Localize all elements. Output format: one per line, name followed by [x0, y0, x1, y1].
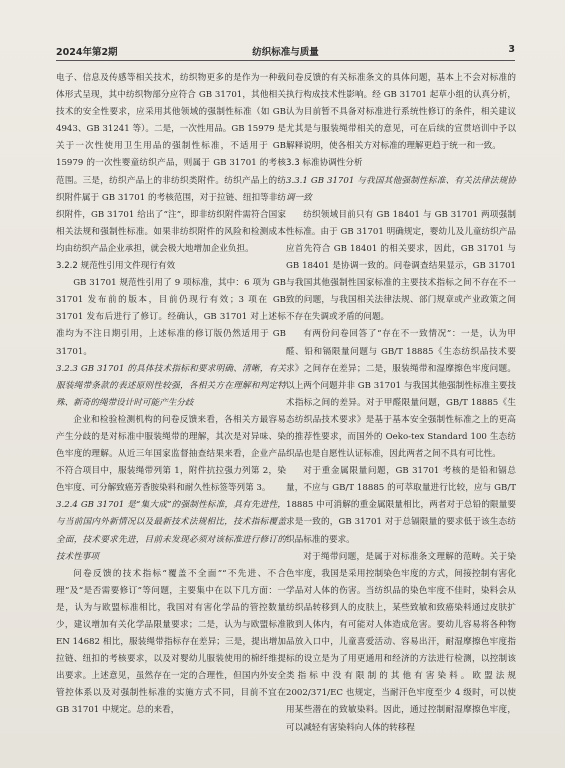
page-number: 3 — [508, 44, 515, 55]
issue-label: 2024年第2期 — [56, 47, 118, 58]
body-paragraph: 对于重金属限量问题，GB 31701 考核的是铅和镉总量，不应与 GB/T 18885 的可萃取量进行比较，应与 GB/T 18885 中可消解的重金属限量相比，两者对于总铅的限量要求是一致的，GB 31701 对于总镉限量的要求低于该生态纺织品标准的要求。 — [286, 466, 516, 545]
body-paragraph: 问卷反馈的有关标准条文的具体问题，基本上不会对标准的执行构成技术性影响。经 GB 31701 起草小组的认真分析，认为目前暂不具备对标准进行系统性修订的条件，相关建议尤其是与服装绳带相关的意见，可在后续的宣贯培训中予以解释说明，使各相关方对标准的理解更趋于统一和一致。 — [286, 73, 516, 152]
left-column — [56, 70, 286, 720]
subsection-heading: 3.2.3 GB 31701 的具体技术指标和要求明确、清晰，有关服装绳带条款的表述原则性较强，各相关方在理解和判定特殊、新奇的绳带设计时可能产生分歧 — [56, 363, 286, 408]
body-paragraph: 电子、信息及传感等相关技术，纺织物更多的是作为一种载体形式呈现，其中纺织物部分应符合 GB 31701，其他相关技术的安全性要求，应采用其他领域的强制性标准（如 GB 4943、GB 31241 等）。二是，一次性用品。GB 15979 是关于一次性使用卫生用品的强制性标准，不适用于 GB 15979 的一次性婴童纺织产品，则属于 GB 31701 的考核范围。三是，纺织产品上的非纺织类附件。纺织产品上的纺织附件属于 GB 31701 的考核范围，对于拉链、纽扣等非纺织附件，GB 31701 给出了“注”，即非纺织附件需符合国家相关法规和强制性标准。如果非纺织附件的风险和检测成本均由纺织产品企业承担，就会极大地增加企业负担。 — [56, 73, 286, 254]
section-heading: 3.3 标准协调性分析 — [286, 158, 363, 169]
body-paragraph: 企业和检验检测机构的问卷反馈来看，各相关方最容易产生分歧的是对标准中服装绳带的理解，其次是对异味、染色牢度的理解。从近三年国家监督抽查结果来看，企业产品不符合项目中，服装绳带列第 1，附件抗拉强力列第 2，染色牢度、可分解致癌芳香胺染料和耐久性标签等列第 3。 — [56, 414, 286, 494]
body-paragraph: 有两份问卷回答了“存在不一致情况”：一是，认为甲醛、铅和镉限量问题与 GB/T 18885《生态纺织品技术要求》之间存在差异；二是，服装绳带和湿摩擦色牢度问题。以上两个问题并非 GB 31701 与我国其他强制性标准主要技术指标之间的差异。对于甲醛限量问题，GB/T 18885《生态纺织品技术要求》是基于基本安全强制性标准之上的更高的推荐性要求，而国外的 Oeko-tex Standard 100 生态纺织品也是自愿性认证标准，因此两者之间不具有可比性。 — [286, 329, 516, 460]
body-paragraph: 问卷反馈的技术指标“覆盖不全面”“不先进、不合理”及“是否需要修订”等问题，主要集中在以下几方面：一是，认为与欧盟标准相比，我国对有害化学品的管控数量少，建议增加有关化学品限量要求；二是，认为与欧盟标准 EN 14682 相比，服装绳带指标存在差异；三是，提出增加拉链、纽扣的考核要求，以及对婴幼儿服装使用的棉纤维提出要求。上述意见，虽然存在一定的合理性，但国内外安全管控体系以及对强制性标准的实施方式不同，目前不宜在 GB 31701 中规定。总的来看， — [56, 568, 286, 716]
subsection-heading: 3.2.4 GB 31701 是“集大成”的强制性标准，具有先进性，与当前国内外新情况以及最新技术法规相比，技术指标覆盖全面，技术要求先进，目前未发现必须对该标准进行修订的技术性事项 — [56, 500, 286, 562]
right-column — [286, 70, 516, 737]
page-header — [56, 42, 515, 61]
body-paragraph: GB 31701 规范性引用了 9 项标准，其中：6 项为 GB 31701 发布前的版本，目前仍现行有效；3 项在 GB 31701 发布后进行了修订。经确认，GB 31701 对上述标准均为不注日期引用，上述标准的修订版仍然适用于 GB 31701。 — [56, 278, 286, 357]
body-paragraph: 纺织领域目前只有 GB 18401 与 GB 31701 两项强制性标准。由于 GB 31701 明确规定，婴幼儿及儿童纺织产品应首先符合 GB 18401 的相关要求，因此，GB 31701 与 GB 18401 是协调一致的。问卷调查结果显示，GB 31701 与我国其他强制性国家标准的主要技术指标之间不存在不一致的问题，与我国相关法律法规、部门规章或产业政策之间不存在失调或矛盾的问题。 — [286, 209, 516, 323]
subsection-heading: 3.3.1 GB 31701 与我国其他强制性标准、有关法律法规协调一致 — [286, 175, 516, 203]
section-heading: 3.2.2 规范性引用文件现行有效 — [56, 261, 176, 272]
body-paragraph: 对于绳带问题，是属于对标准条文理解的范畴。关于染色牢度，我国是采用控制染色牢度的方式，间接控制有害化学品对人体的伤害。当纺织品的染色牢度不佳时，染料会从纺织品转移到人的皮肤上，某些致敏和致癌染料通过皮肤扩散到人体内，有可能对人体造成危害。要幼儿容易将各种物品放入口中，儿童喜爱活动、容易出汗，耐湿摩擦色牢度指标的设立是为了用更通用和经济的方法进行检测，以控制该类指标中没有限制的其他有害染料。欧盟法规 2002/371/EC 也规定，当耐汗色牢度至少 4 级时，可以使用某些潜在的致敏染料。因此，通过控制耐湿摩擦色牢度，可以减轻有害染料向人体的转移程 — [286, 551, 516, 733]
journal-title: 纺织标准与质量 — [252, 47, 319, 58]
